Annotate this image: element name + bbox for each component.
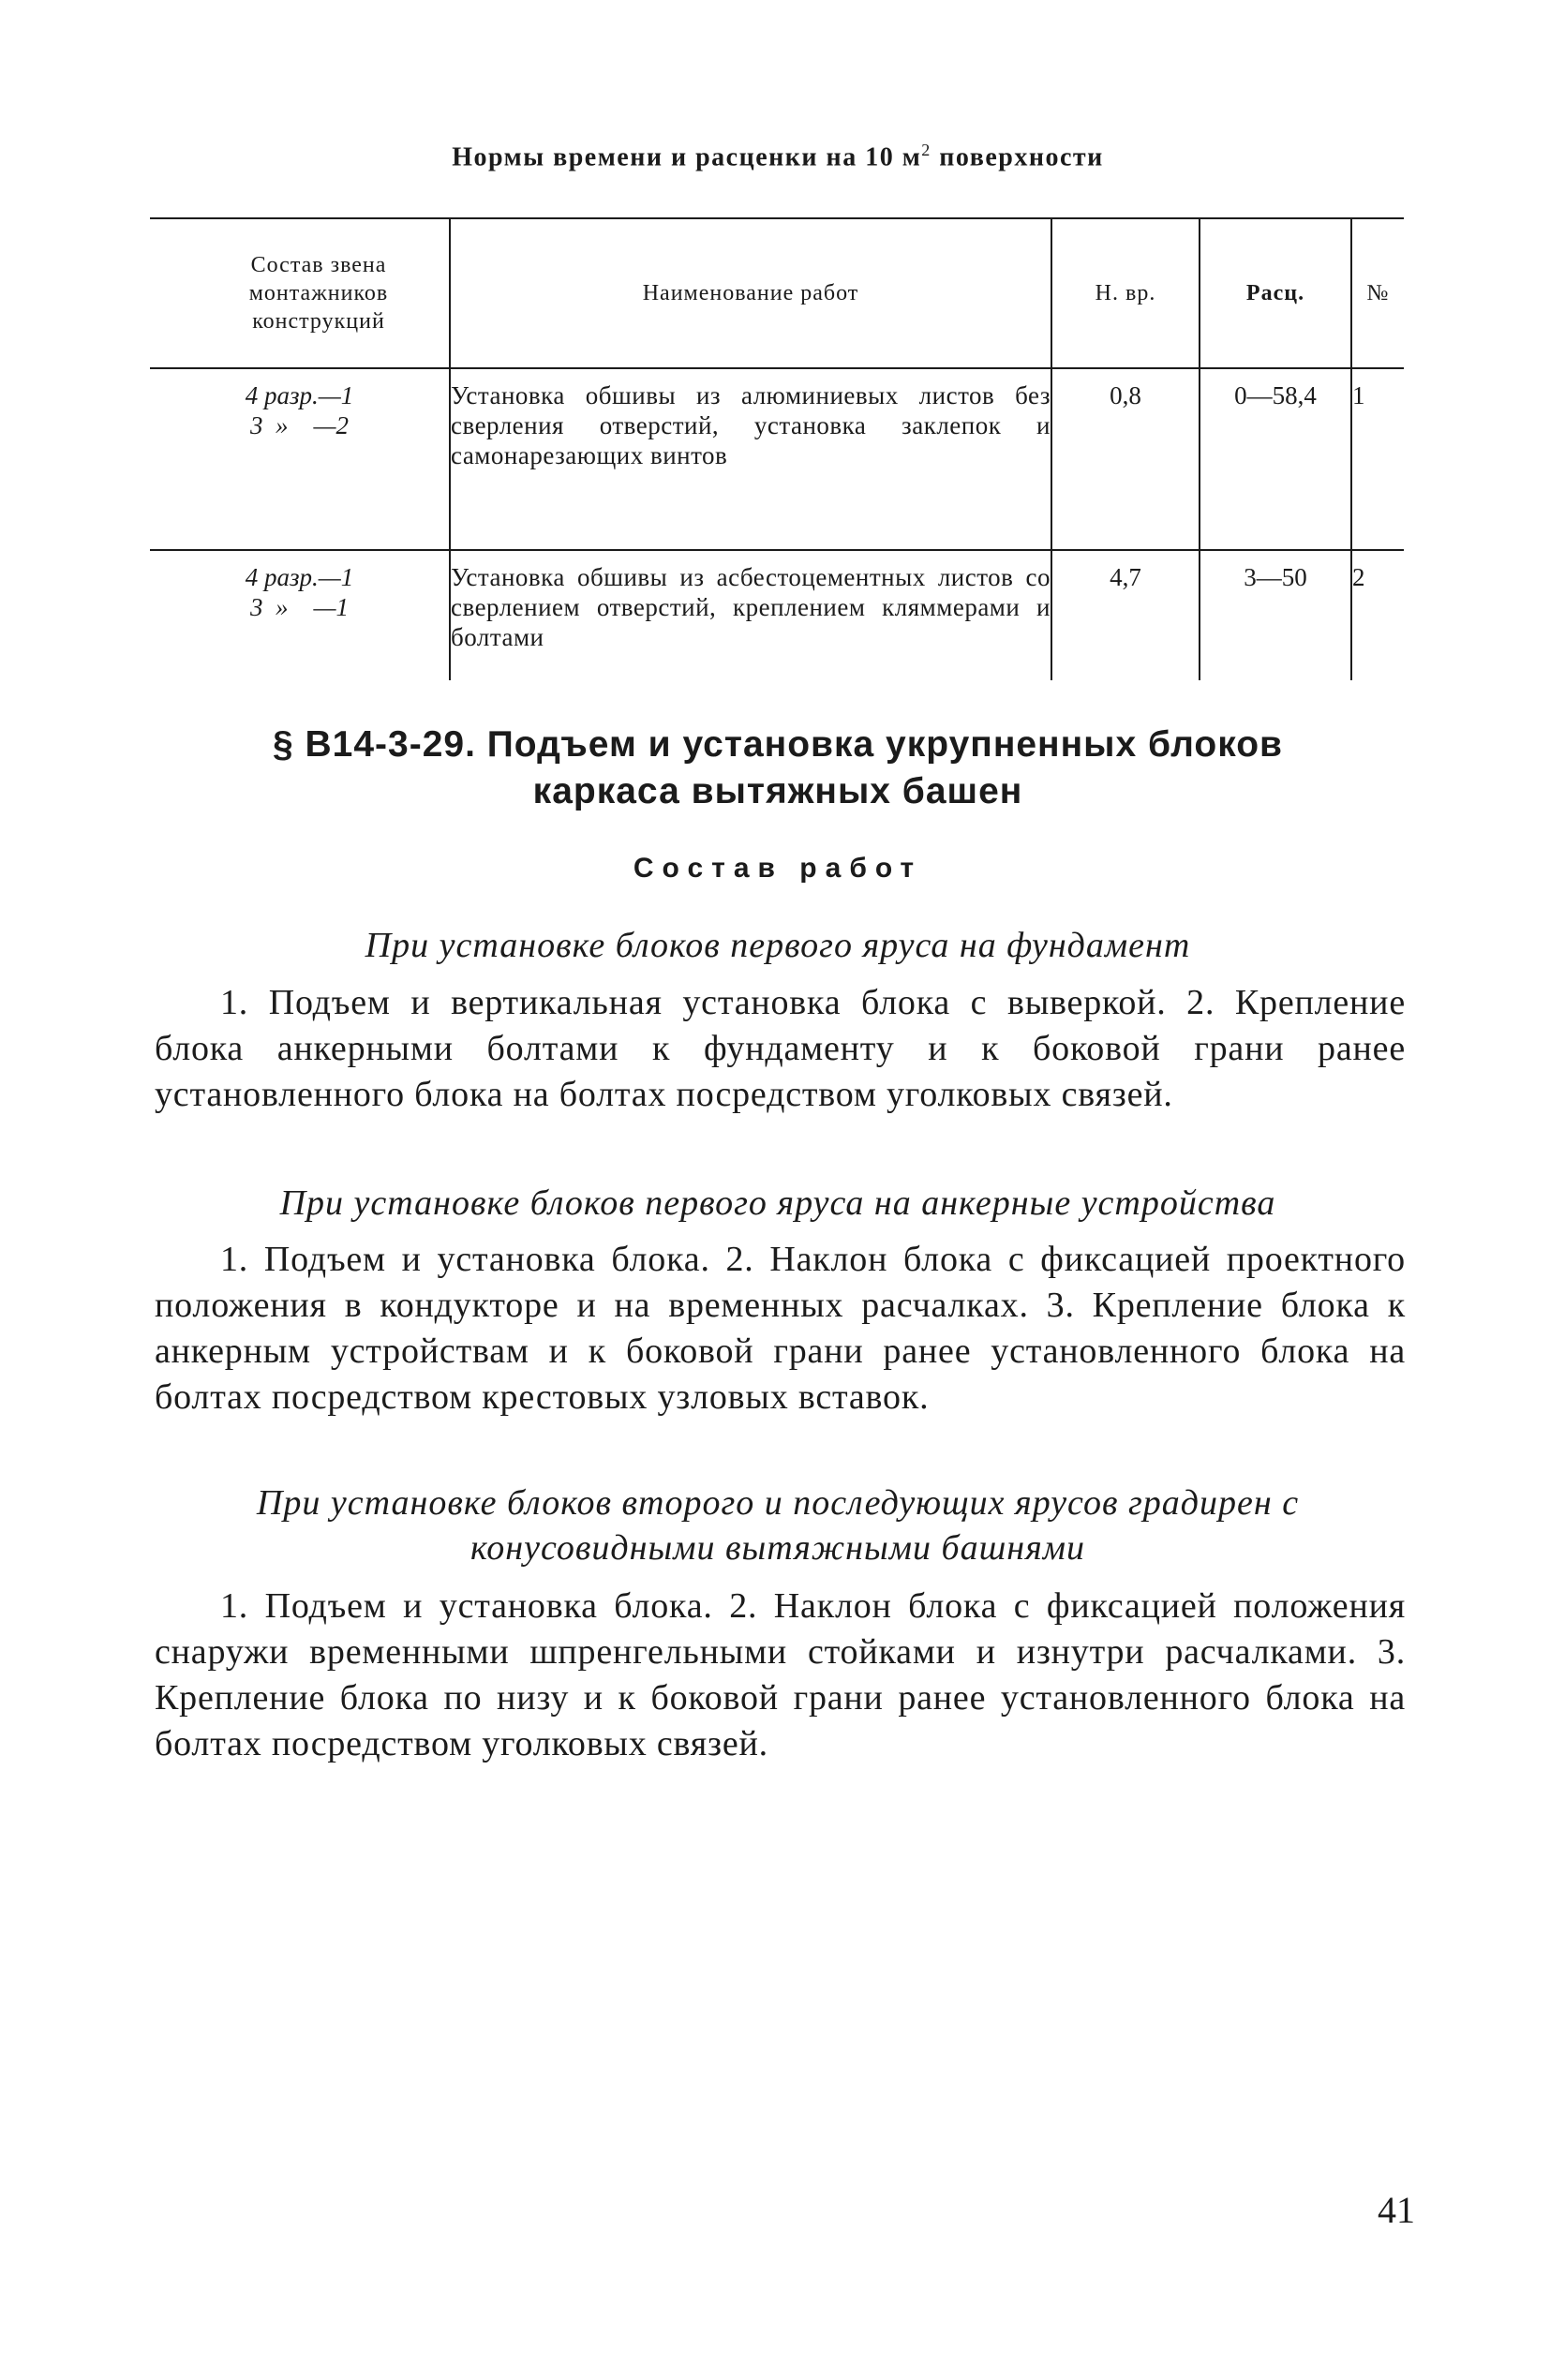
header-price: Расц. bbox=[1200, 218, 1351, 368]
row-crew: 4 разр.—1 3 » —2 bbox=[150, 368, 450, 550]
block-paragraph: 1. Подъем и установка блока. 2. Наклон блока с фиксацией положения снаружи временными шпренгельными стойками и изнутри расчалками. 3. Крепление блока по низу и к боковой грани ранее установленного блока на болтах посредством уголковых связей. bbox=[155, 1586, 1406, 1763]
row-norm: 4,7 bbox=[1051, 550, 1200, 680]
table-caption-superscript: 2 bbox=[921, 141, 931, 159]
row-norm: 0,8 bbox=[1051, 368, 1200, 550]
section-title-line-2: каркаса вытяжных башен bbox=[532, 771, 1023, 811]
block-paragraph: 1. Подъем и вертикальная установка блока с выверкой. 2. Крепление блока анкерными болтами к фундаменту и к боковой грани ранее установленного блока на болтах посредством уголковых связей. bbox=[155, 983, 1406, 1114]
row-number: 1 bbox=[1351, 368, 1404, 550]
composition-heading: Состав работ bbox=[633, 853, 923, 884]
page-number: 41 bbox=[1378, 2189, 1415, 2231]
row-work: Установка обшивы из асбестоцементных листов со сверлением отверстий, креплением кляммерами и болтами bbox=[450, 550, 1051, 680]
table-row bbox=[150, 550, 1404, 680]
table-header-row bbox=[150, 218, 1404, 368]
header-norm: Н. вр. bbox=[1051, 218, 1200, 368]
block-paragraph: 1. Подъем и установка блока. 2. Наклон блока с фиксацией проектного положения в кондукторе и на временных расчалках. 3. Крепление блока к анкерным устройствам и к боковой грани ранее установленного блока на болтах посредством крестовых узловых вставок. bbox=[155, 1240, 1406, 1417]
header-work: Наименование работ bbox=[450, 218, 1051, 368]
block-heading: При установке блоков первого яруса на анкерные устройства bbox=[279, 1183, 1276, 1223]
table-caption bbox=[150, 141, 1406, 172]
row-price: 3—50 bbox=[1200, 550, 1351, 680]
row-work: Установка обшивы из алюминиевых листов без сверления отверстий, установка заклепок и самонарезающих винтов bbox=[450, 368, 1051, 550]
section-title bbox=[150, 721, 1406, 815]
table-row bbox=[150, 368, 1404, 550]
row-crew: 4 разр.—1 3 » —1 bbox=[245, 563, 354, 621]
header-crew bbox=[150, 218, 450, 368]
header-no: № bbox=[1351, 218, 1404, 368]
header-crew-text: Состав звена монтажников конструкций bbox=[248, 253, 389, 334]
row-number: 2 bbox=[1351, 550, 1404, 680]
norms-table bbox=[150, 217, 1404, 680]
row-price: 0—58,4 bbox=[1200, 368, 1351, 550]
table-caption-tail: поверхности bbox=[931, 142, 1104, 172]
table-caption-text: Нормы времени и расценки на 10 м bbox=[452, 142, 922, 172]
section-title-line-1: § В14-3-29. Подъем и установка укрупненных блоков bbox=[272, 724, 1284, 765]
block-heading: При установке блоков второго и последующих ярусов градирен с конусовидными вытяжными башнями bbox=[256, 1483, 1300, 1568]
block-heading: При установке блоков первого яруса на фундамент bbox=[365, 926, 1191, 965]
